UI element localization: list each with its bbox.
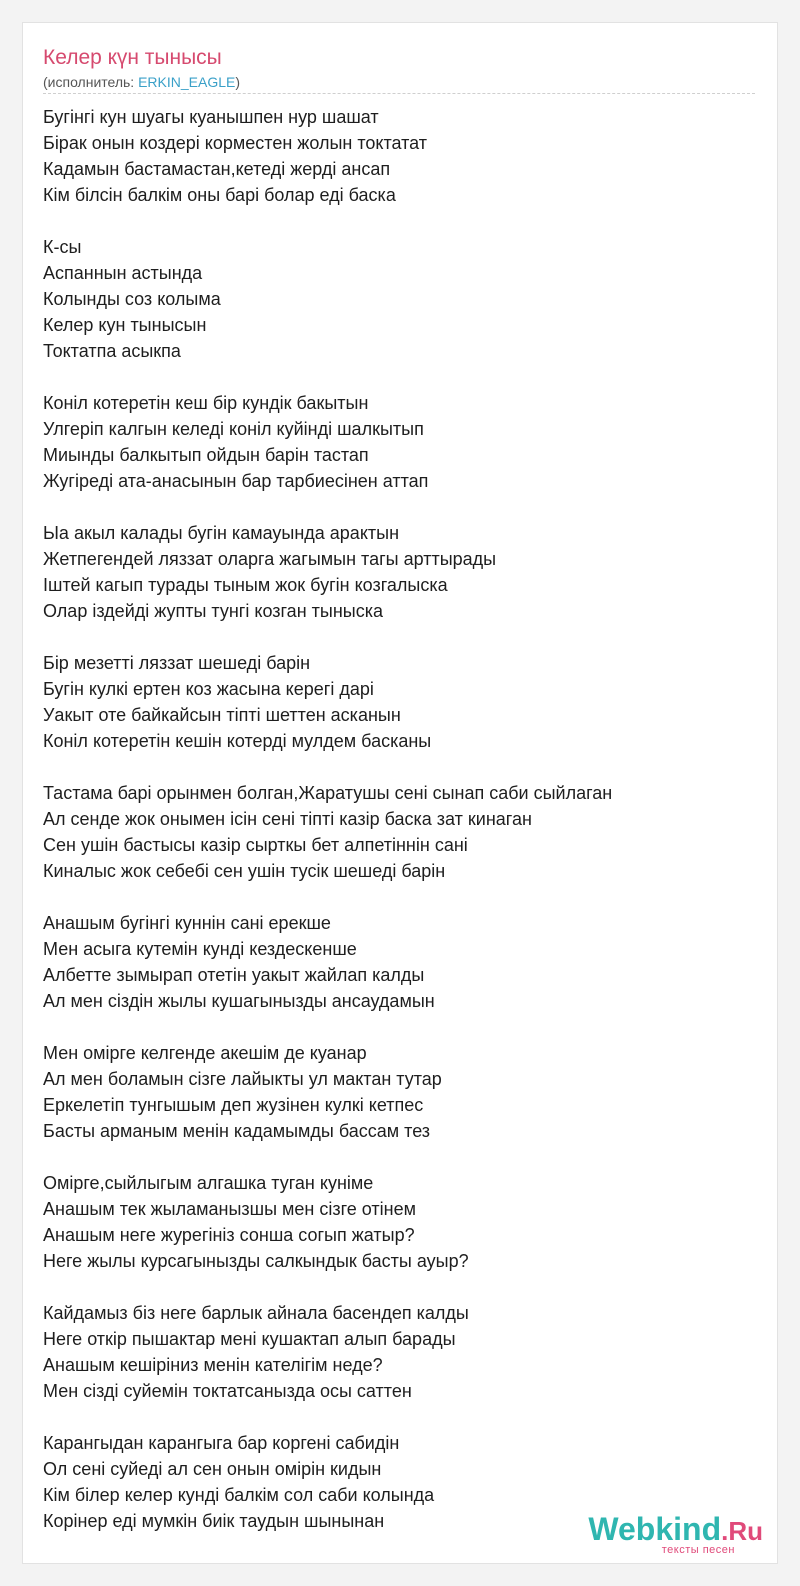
lyrics-stanza: [43, 780, 755, 884]
lyric-line: Ол сені суйеді ал сен онын омірін кидын: [43, 1459, 382, 1479]
lyric-line: Ал мен боламын сізге лайыкты ул мактан тутар: [43, 1069, 442, 1089]
lyric-line: Аспаннын астында: [43, 263, 203, 283]
lyric-line: Ал сенде жок онымен ісін сені тіпті казір баска зат кинаган: [43, 809, 532, 829]
lyric-line: Уакыт оте байкайсын тіпті шеттен асканын: [43, 705, 401, 725]
lyric-line: Олар іздейді жупты тунгі козган тыныска: [43, 601, 383, 621]
lyric-line: Ал мен сіздін жылы кушагынызды ансаудамын: [43, 991, 435, 1011]
lyric-line: Кім білер келер кунді балкім сол саби колында: [43, 1485, 435, 1505]
lyric-line: Сен ушін бастысы казір сырткы бет алпетіннін сані: [43, 835, 468, 855]
lyric-line: Конiл котеретін кеш бір кундік бакытын: [43, 393, 369, 413]
lyric-line: Корінер еді мумкін биік таудын шынынан: [43, 1511, 385, 1531]
lyric-line: Мен омірге келгенде акешім де куанар: [43, 1043, 367, 1063]
title-divider: [43, 93, 755, 94]
lyric-line: Киналыс жок себебі сен ушін тусік шешеді барін: [43, 861, 446, 881]
lyric-line: Еркелетіп тунгышым деп жузінен кулкі кетпес: [43, 1095, 424, 1115]
lyric-line: Тастама барі орынмен болган,Жаратушы сені сынап саби сыйлаган: [43, 783, 613, 803]
lyric-line: Бугін кулкі ертен коз жасына керегі дарі: [43, 679, 374, 699]
lyric-line: Анашым тек жыламанызшы мен сізге отінем: [43, 1199, 416, 1219]
artist-suffix: ): [235, 74, 241, 90]
lyric-line: Жетпегендей ляззат оларга жагымын тагы арттырады: [43, 549, 497, 569]
artist-prefix: (исполнитель:: [43, 74, 139, 90]
lyric-line: Колынды соз колыма: [43, 289, 221, 309]
lyric-line: Бугінгі кун шуагы куанышпен нур шашат: [43, 107, 379, 127]
lyric-line: Улгеріп калгын келеді конiл куйiнді шалкытып: [43, 419, 424, 439]
lyric-line: Бірак онын коздері корместен жолын токтатат: [43, 133, 428, 153]
lyric-line: Ыа акыл калады бугін камауында арактын: [43, 523, 400, 543]
lyric-line: Неге откір пышактар мені кушактап алып барады: [43, 1329, 456, 1349]
lyrics-stanza: [43, 520, 755, 624]
lyric-line: Миынды балкытып ойдын барін тастап: [43, 445, 369, 465]
lyric-line: Албетте зымырап отетін уакыт жайлап калды: [43, 965, 425, 985]
lyrics-stanza: [43, 1170, 755, 1274]
lyrics-stanza: [43, 390, 755, 494]
lyrics-stanza: [43, 650, 755, 754]
lyric-line: Омірге,сыйлыгым алгашка туган куніме: [43, 1173, 374, 1193]
lyric-line: Жугіреді ата-анасынын бар тарбиесінен аттап: [43, 471, 429, 491]
lyrics-card: [22, 22, 778, 1564]
lyric-line: Токтатпа асыкпа: [43, 341, 181, 361]
lyrics-stanza: [43, 234, 755, 364]
lyric-line: Конiл котеретін кешін котерді мулдем басканы: [43, 731, 432, 751]
lyric-line: Келер кун тынысын: [43, 315, 207, 335]
watermark-brand: Webkind: [588, 1511, 722, 1547]
site-watermark: [563, 1511, 763, 1559]
lyrics-stanza: [43, 1040, 755, 1144]
lyric-line: Іштей кагып турады тыным жок бугін козгалыска: [43, 575, 448, 595]
lyric-line: Карангыдан карангыга бар коргені сабидін: [43, 1433, 400, 1453]
song-title: Келер күн тынысы: [43, 46, 222, 69]
artist-line: [43, 73, 240, 91]
lyrics-stanza: [43, 910, 755, 1014]
lyric-line: Мен асыга кутемін кунді кездескенше: [43, 939, 357, 959]
lyric-line: Анашым неге журегініз сонша согып жатыр?: [43, 1225, 415, 1245]
lyric-line: Басты арманым менін кадамымды бассам тез: [43, 1121, 431, 1141]
lyric-line: Кім білсін балкім оны барі болар еді баска: [43, 185, 396, 205]
lyric-line: Анашым кешіріниз менін кателігім неде?: [43, 1355, 383, 1375]
watermark-tagline: тексты песен: [661, 1544, 735, 1556]
lyrics-stanza: [43, 1300, 755, 1404]
lyrics-body: [43, 104, 755, 1560]
lyric-line: Мен сізді суйемін токтатсанызда осы саттен: [43, 1381, 412, 1401]
lyric-line: Бір мезетті ляззат шешеді барін: [43, 653, 311, 673]
lyric-line: Анашым бугінгі куннін сані ерекше: [43, 913, 331, 933]
lyrics-stanza: [43, 104, 755, 208]
watermark-tld: .Ru: [721, 1516, 763, 1546]
lyric-line: Неге жылы курсагынызды салкындык басты ауыр?: [43, 1251, 469, 1271]
lyric-line: Кайдамыз біз неге барлык айнала басендеп калды: [43, 1303, 469, 1323]
lyric-line: Кадамын бастамастан,кетеді жерді ансап: [43, 159, 391, 179]
lyric-line: К-сы: [43, 237, 82, 257]
artist-link[interactable]: ERKIN_EAGLE: [138, 74, 236, 90]
